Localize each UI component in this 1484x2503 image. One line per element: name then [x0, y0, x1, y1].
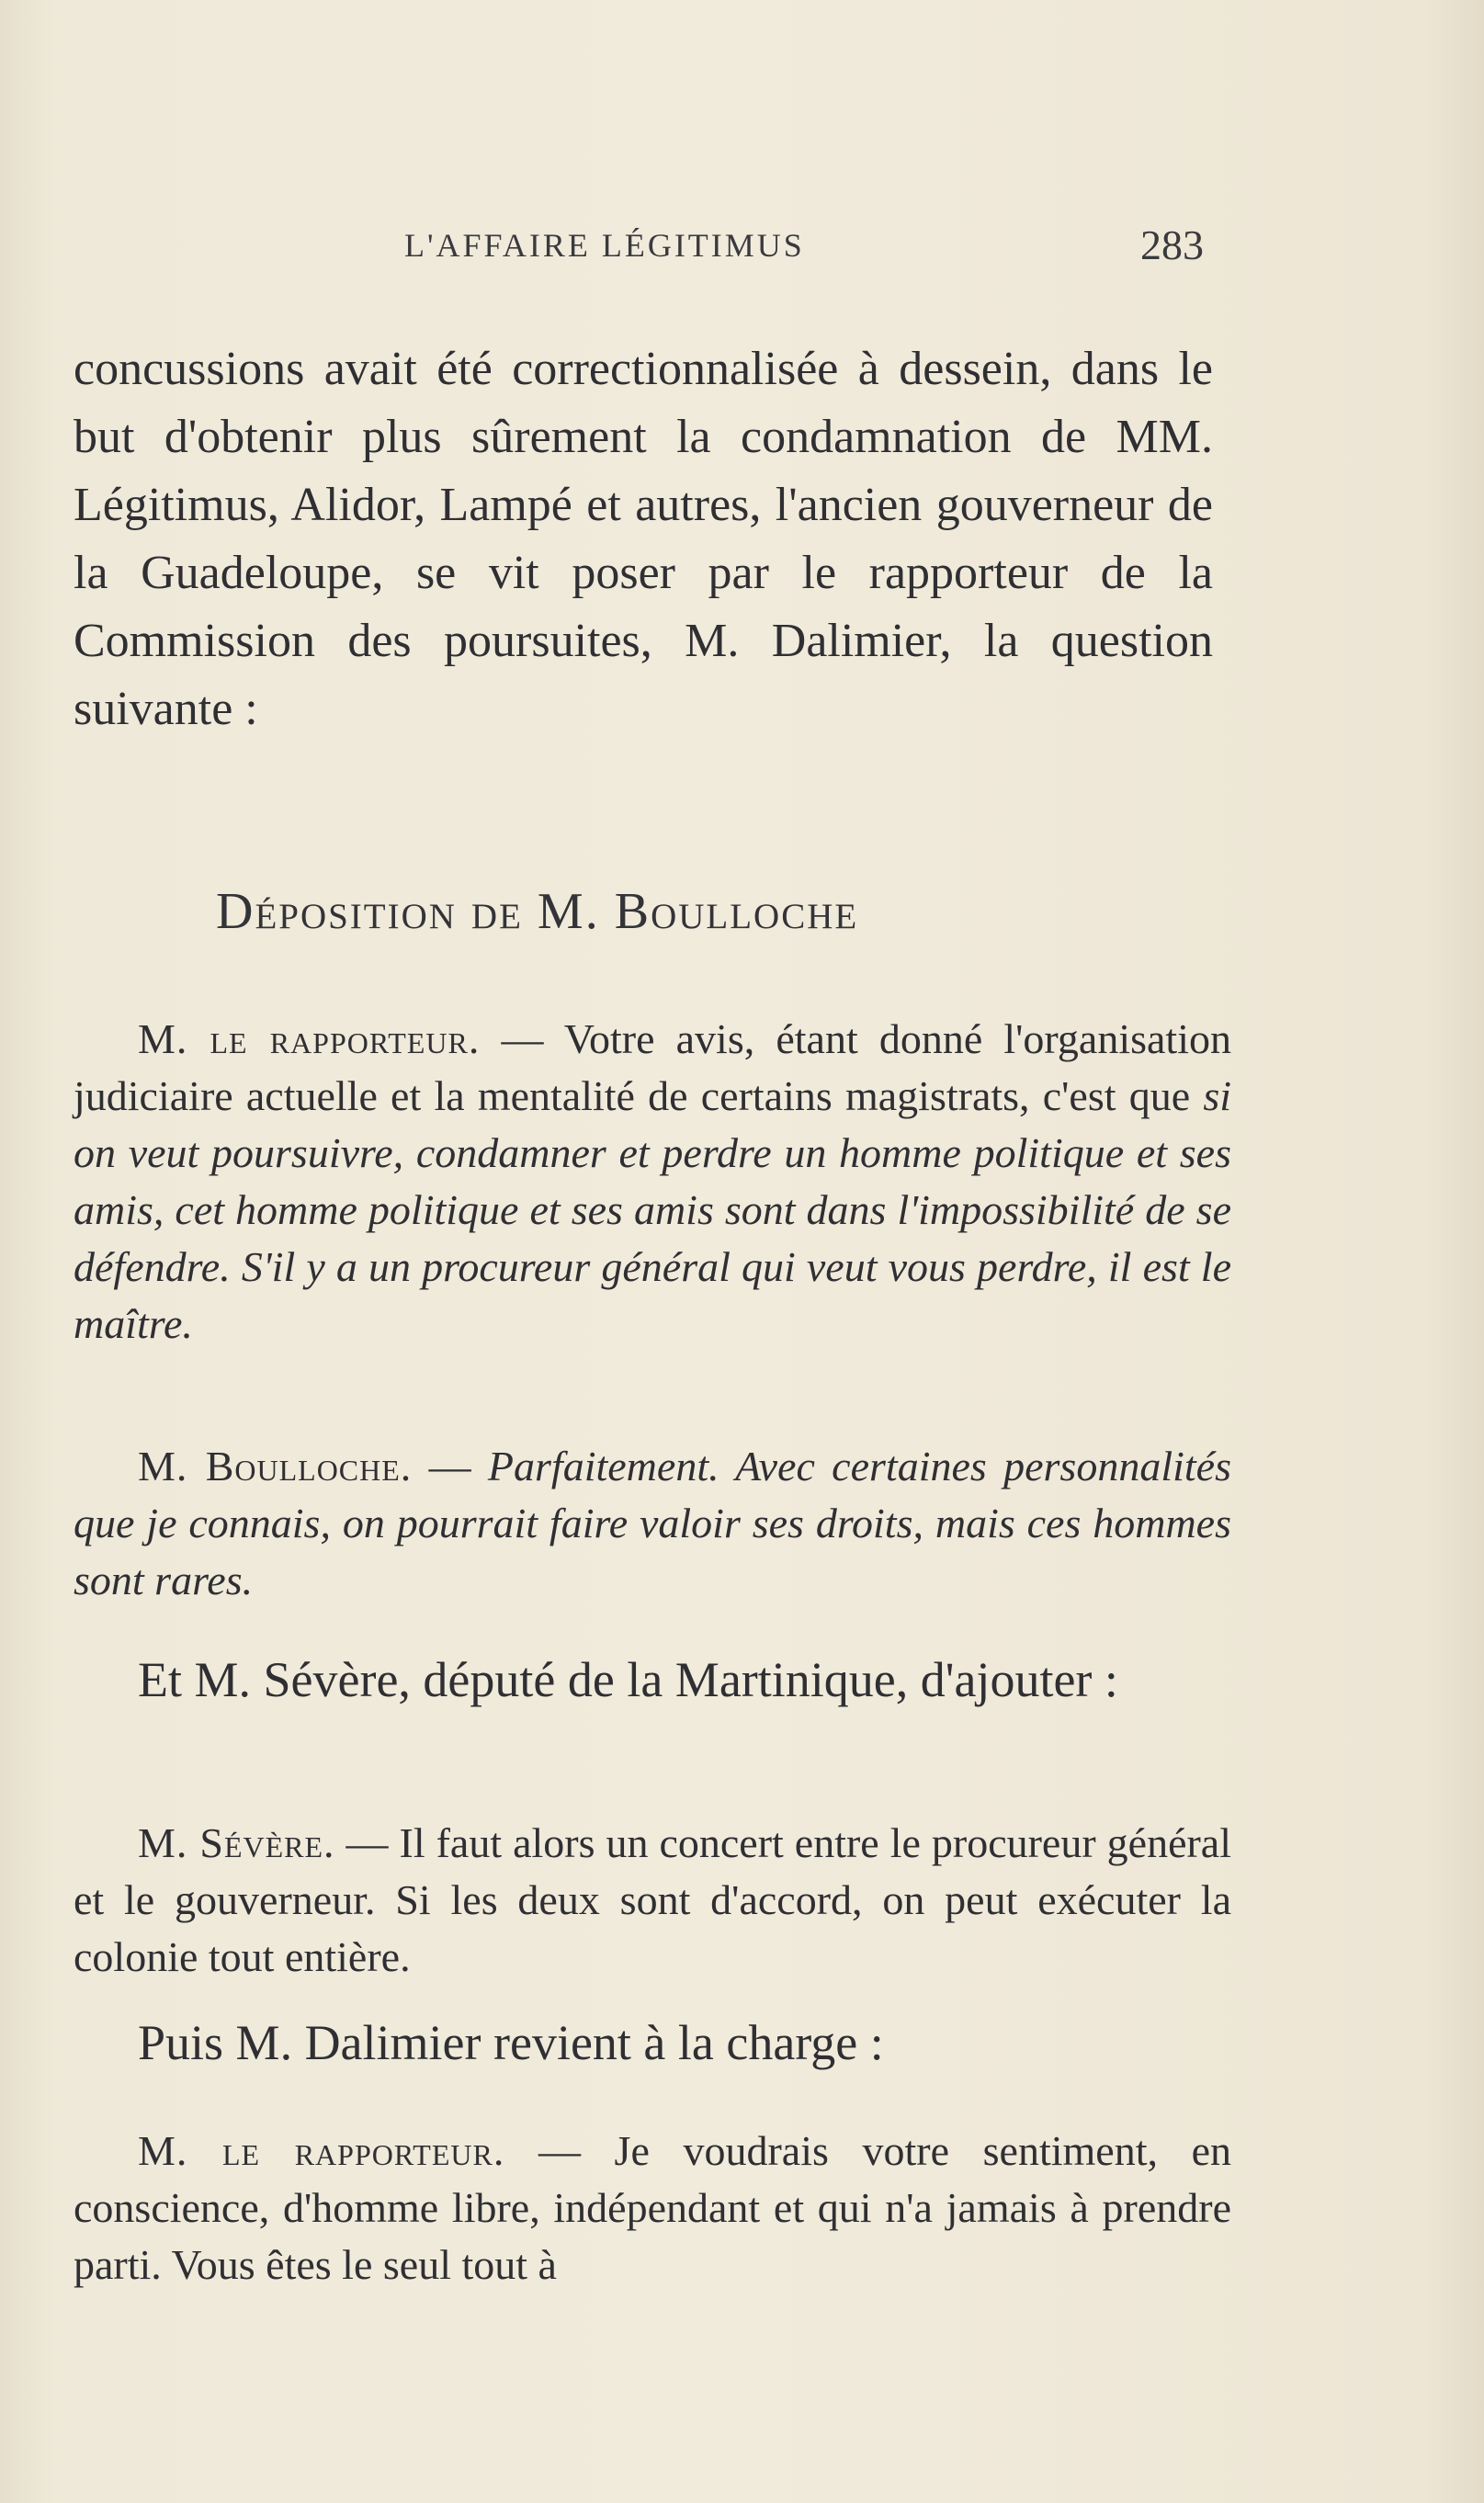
- paragraph-severe-intro: Et M. Sévère, député de la Martinique, d'ajouter :: [138, 1652, 1118, 1707]
- dialogue-italic-text: si on veut poursuivre, condamner et perdre un homme politique et ses amis, cet homme politique et ses amis sont dans l'impossibilité de se défendre. S'il y a un procureur général qui veut vous perdre, il est le maître.: [74, 1072, 1231, 1347]
- dialogue-rapporteur-2: [74, 2123, 1231, 2293]
- speaker-label: M. le rapporteur.: [138, 2127, 505, 2174]
- dialogue-boulloche: [74, 1438, 1231, 1609]
- speaker-label: M. le rapporteur.: [138, 1015, 481, 1062]
- dialogue-severe: [74, 1815, 1231, 1986]
- page-header: [404, 221, 1231, 276]
- dialogue-text: — Votre avis, étant donné l'organisation judiciaire actuelle et la mentalité de certains magistrats, c'est que: [74, 1015, 1231, 1119]
- dialogue-dash: —: [412, 1443, 488, 1489]
- dialogue-rapporteur-1: [74, 1011, 1231, 1353]
- running-head: L'AFFAIRE LÉGITIMUS: [404, 227, 805, 264]
- paragraph-dalimier-intro: Puis M. Dalimier revient à la charge :: [138, 2015, 884, 2070]
- speaker-label: M. Sévère.: [138, 1819, 335, 1866]
- speaker-label: M. Boulloche.: [138, 1443, 413, 1489]
- page-number: 283: [1140, 221, 1204, 268]
- dialogue-text: — Je voudrais votre sentiment, en conscience, d'homme libre, indépendant et qui n'a jamais à prendre parti. Vous êtes le seul tout à: [74, 2127, 1232, 2288]
- paragraph-intro: concussions avait été correctionnalisée à dessein, dans le but d'obtenir plus sûrement la condamnation de MM. Légitimus, Alidor, Lampé et autres, l'ancien gouverneur de la Guadeloupe, se vit poser par le rapporteur de la Commission des poursuites, M. Dalimier, la question suivante :: [74, 343, 1213, 735]
- dialogue-text: — Il faut alors un concert entre le procureur général et le gouverneur. Si les deux sont d'accord, on peut exécuter la colonie tout entière.: [74, 1819, 1231, 1980]
- section-heading: Déposition de M. Boulloche: [216, 883, 859, 940]
- dialogue-italic-text: Parfaitement. Avec certaines personnalités que je connais, on pourrait faire valoir ses droits, mais ces hommes sont rares.: [74, 1443, 1231, 1603]
